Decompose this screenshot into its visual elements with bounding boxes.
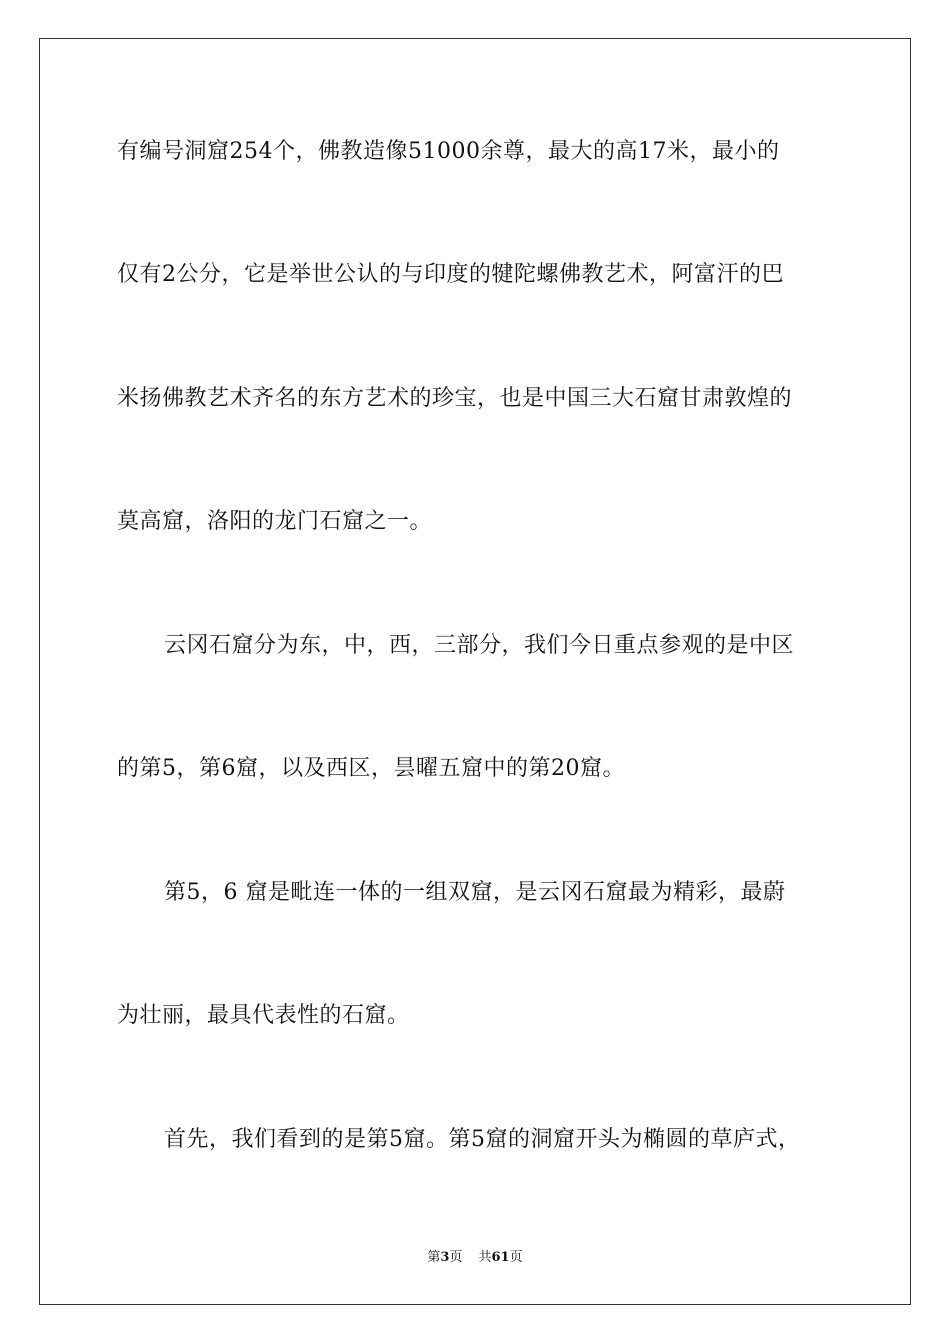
- page-suffix: 页: [449, 1250, 463, 1265]
- total-pages: 61: [491, 1250, 510, 1265]
- page-footer: [0, 1246, 950, 1265]
- paragraph-start-line: 云冈石窟分为东，中，西，三部分，我们今日重点参观的是中区: [164, 633, 795, 658]
- text-line: 的第5，第6窟，以及西区，昙曜五窟中的第20窟。: [117, 756, 625, 781]
- text-line: 仅有2公分，它是举世公认的与印度的犍陀螺佛教艺术，阿富汗的巴: [117, 262, 784, 287]
- paragraph-start-line: 首先，我们看到的是第5窟。第5窟的洞窟开头为椭圆的草庐式，: [164, 1127, 801, 1152]
- paragraph-start-line: 第5，6 窟是毗连一体的一组双窟，是云冈石窟最为精彩，最蔚: [164, 880, 786, 905]
- text-line: 莫高窟，洛阳的龙门石窟之一。: [117, 509, 433, 534]
- text-line: 有编号洞窟254个，佛教造像51000余尊，最大的高17米，最小的: [117, 139, 780, 164]
- total-prefix: 共: [478, 1250, 492, 1265]
- text-line: 米扬佛教艺术齐名的东方艺术的珍宝，也是中国三大石窟甘肃敦煌的: [117, 386, 793, 411]
- text-line: 为壮丽，最具代表性的石窟。: [117, 1003, 410, 1028]
- page-number: 3: [440, 1250, 450, 1265]
- page-prefix: 第: [427, 1250, 441, 1265]
- page-frame: [39, 38, 911, 1305]
- total-suffix: 页: [509, 1250, 523, 1265]
